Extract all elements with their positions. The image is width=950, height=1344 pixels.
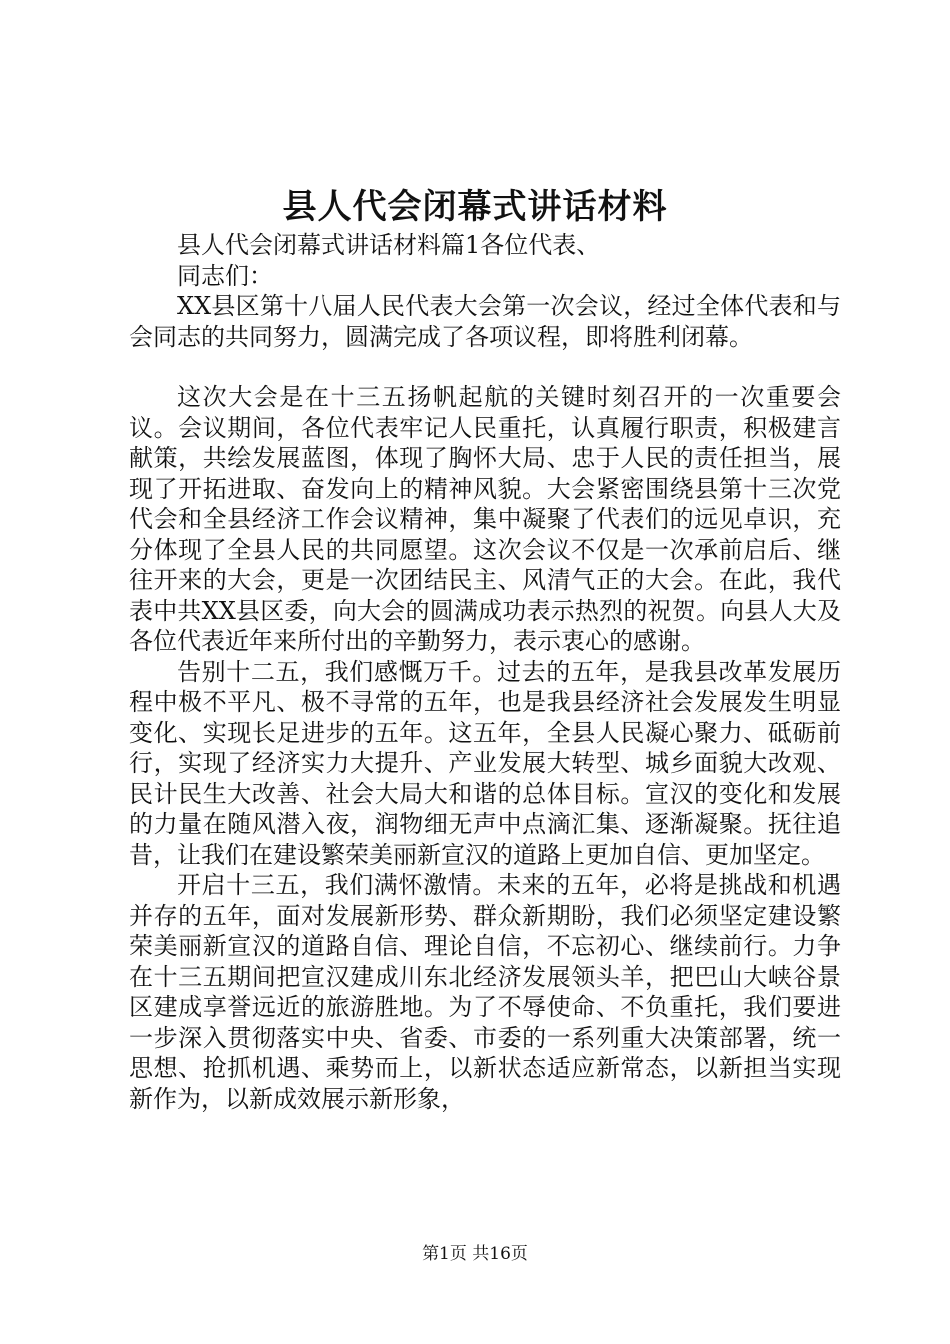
- paragraph-review: 告别十二五，我们感慨万千。过去的五年，是我县改革发展历程中极不平凡、极不寻常的五年，也是我县经济社会发展发生明显变化、实现长足进步的五年。这五年，全县人民凝心聚力、砥砺前行，实现了经济实力大提升、产业发展大转型、城乡面貌大改观、民计民生大改善、社会大局大和谐的总体目标。宣汉的变化和发展的力量在随风潜入夜，润物细无声中点滴汇集、逐渐凝聚。抚往追昔，让我们在建设繁荣美丽新宣汉的道路上更加自信、更加坚定。: [129, 657, 841, 869]
- paragraph-salutation: 同志们：: [177, 261, 273, 290]
- page-number-footer: 第1页 共16页: [422, 1244, 528, 1264]
- paragraph-opening: XX县区第十八届人民代表大会第一次会议，经过全体代表和与会同志的共同努力，圆满完成了各项议程，即将胜利闭幕。: [129, 292, 841, 351]
- document-body: [129, 230, 841, 1114]
- paragraph-meeting-summary: 这次大会是在十三五扬帆起航的关键时刻召开的一次重要会议。会议期间，各位代表牢记人民重托，认真履行职责，积极建言献策，共绘发展蓝图，体现了胸怀大局、忠于人民的责任担当，展现了开拓进取、奋发向上的精神风貌。大会紧密围绕县第十三次党代会和全县经济工作会议精神，集中凝聚了代表们的远见卓识，充分体现了全县人民的共同愿望。这次会议不仅是一次承前启后、继往开来的大会，更是一次团结民主、风清气正的大会。在此，我代表中共XX县区委，向大会的圆满成功表示热烈的祝贺。向县人大及各位代表近年来所付出的辛勤努力，表示衷心的感谢。: [129, 383, 841, 655]
- document-title: 县人代会闭幕式讲话材料: [282, 187, 668, 227]
- paragraph-outlook: 开启十三五，我们满怀激情。未来的五年，必将是挑战和机遇并存的五年，面对发展新形势、群众新期盼，我们必须坚定建设繁荣美丽新宣汉的道路自信、理论自信，不忘初心、继续前行。力争在十三五期间把宣汉建成川东北经济发展领头羊，把巴山大峡谷景区建成享誉远近的旅游胜地。为了不辱使命、不负重托，我们要进一步深入贯彻落实中央、省委、市委的一系列重大决策部署，统一思想、抢抓机遇、乘势而上，以新状态适应新常态，以新担当实现新作为，以新成效展示新形象，: [129, 871, 841, 1113]
- paragraph-heading-line: 县人代会闭幕式讲话材料篇1各位代表、: [177, 231, 601, 259]
